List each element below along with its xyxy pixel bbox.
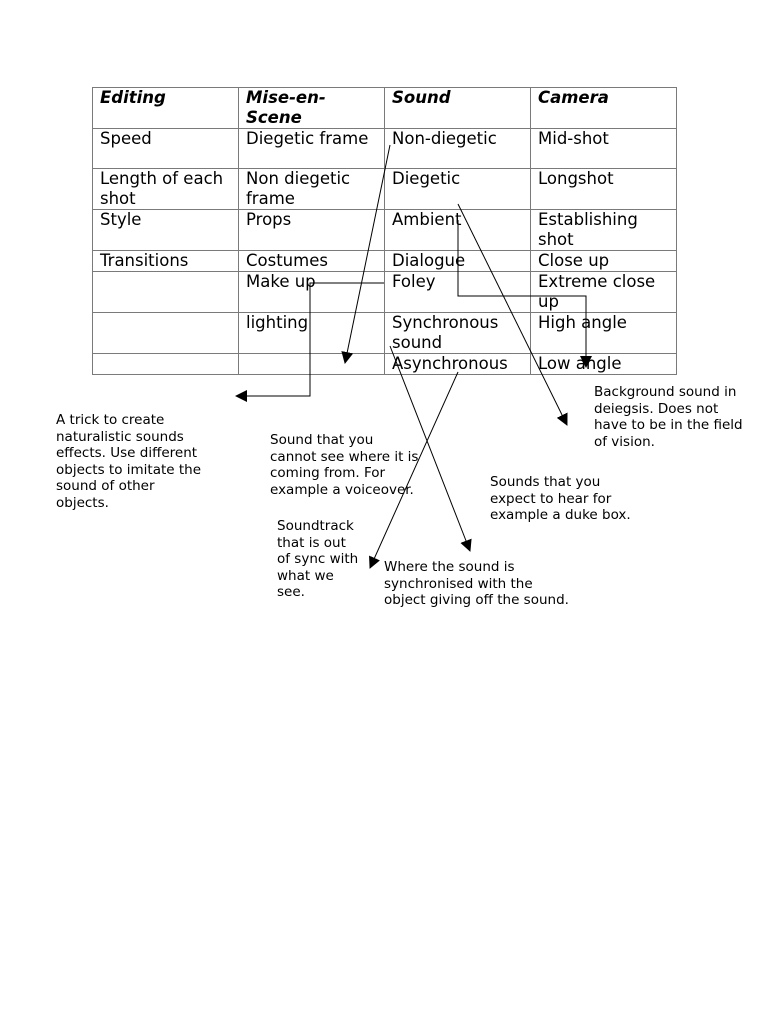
note-diegetic — [490, 474, 631, 524]
note-asynchronous — [277, 518, 358, 601]
note-line: of sync with — [277, 551, 359, 568]
table-row — [93, 169, 677, 210]
note-line: Where the sound is — [384, 559, 515, 575]
header-mise-en-scene: Mise-en- Scene — [239, 88, 385, 129]
cell-sound: Non-diegetic — [385, 129, 531, 169]
cell-camera: Longshot — [531, 169, 677, 210]
header-sound: Sound — [385, 88, 531, 129]
note-line: that is out — [277, 534, 346, 551]
cell-sound: Asynchronous — [385, 354, 531, 375]
cell-sound: Foley — [385, 272, 531, 313]
note-line: coming from. For — [270, 465, 386, 482]
header-camera: Camera — [531, 88, 677, 129]
note-line: expect to hear for — [490, 490, 612, 507]
table-row — [93, 272, 677, 313]
cell-mise-en-scene: Diegetic frame — [239, 129, 385, 169]
table-row — [93, 313, 677, 354]
note-line: sound of other — [56, 478, 155, 495]
note-line: what we — [277, 567, 334, 584]
cell-camera: Close up — [531, 251, 677, 272]
cell-sound: Ambient — [385, 210, 531, 251]
note-line: have to be in the field — [594, 417, 743, 434]
note-line: naturalistic sounds — [56, 428, 184, 445]
table-header-row — [93, 88, 677, 129]
note-line: of vision. — [594, 433, 655, 450]
note-line: Sounds that you — [490, 474, 601, 490]
cell-mise-en-scene: Props — [239, 210, 385, 251]
cell-mise-en-scene: Costumes — [239, 251, 385, 272]
film-terms-table — [92, 87, 677, 375]
note-line: Soundtrack — [277, 518, 354, 534]
note-line: example a duke box. — [490, 507, 631, 524]
cell-mise-en-scene: Make up — [239, 272, 385, 313]
cell-editing: Speed — [93, 129, 239, 169]
cell-sound: Diegetic — [385, 169, 531, 210]
table-row — [93, 354, 677, 375]
note-line: see. — [277, 584, 305, 601]
note-line: effects. Use different — [56, 445, 198, 462]
cell-camera: High angle — [531, 313, 677, 354]
table-row — [93, 129, 677, 169]
note-non-diegetic — [270, 432, 418, 498]
table-row — [93, 251, 677, 272]
table-row — [93, 210, 677, 251]
note-line: synchronised with the — [384, 575, 533, 592]
cell-mise-en-scene: Non diegetic frame — [239, 169, 385, 210]
note-line: Background sound in — [594, 384, 737, 400]
cell-editing: Length of each shot — [93, 169, 239, 210]
note-foley — [56, 412, 201, 512]
note-line: example a voiceover. — [270, 481, 414, 498]
cell-editing: Style — [93, 210, 239, 251]
cell-editing: Transitions — [93, 251, 239, 272]
note-ambient — [594, 384, 743, 450]
cell-sound: Synchronous sound — [385, 313, 531, 354]
note-line: A trick to create — [56, 412, 165, 428]
note-line: Sound that you — [270, 432, 374, 448]
note-line: objects. — [56, 494, 109, 511]
cell-editing — [93, 272, 239, 313]
note-synchronous — [384, 559, 569, 609]
cell-camera: Mid-shot — [531, 129, 677, 169]
note-line: objects to imitate the — [56, 461, 202, 478]
note-line: object giving off the sound. — [384, 592, 569, 609]
cell-camera: Extreme close up — [531, 272, 677, 313]
note-line: cannot see where it is — [270, 448, 419, 465]
note-line: deiegsis. Does not — [594, 400, 719, 417]
cell-editing — [93, 313, 239, 354]
cell-camera: Establishing shot — [531, 210, 677, 251]
cell-sound: Dialogue — [385, 251, 531, 272]
cell-camera: Low angle — [531, 354, 677, 375]
cell-mise-en-scene — [239, 354, 385, 375]
header-editing: Editing — [93, 88, 239, 129]
cell-mise-en-scene: lighting — [239, 313, 385, 354]
cell-editing — [93, 354, 239, 375]
